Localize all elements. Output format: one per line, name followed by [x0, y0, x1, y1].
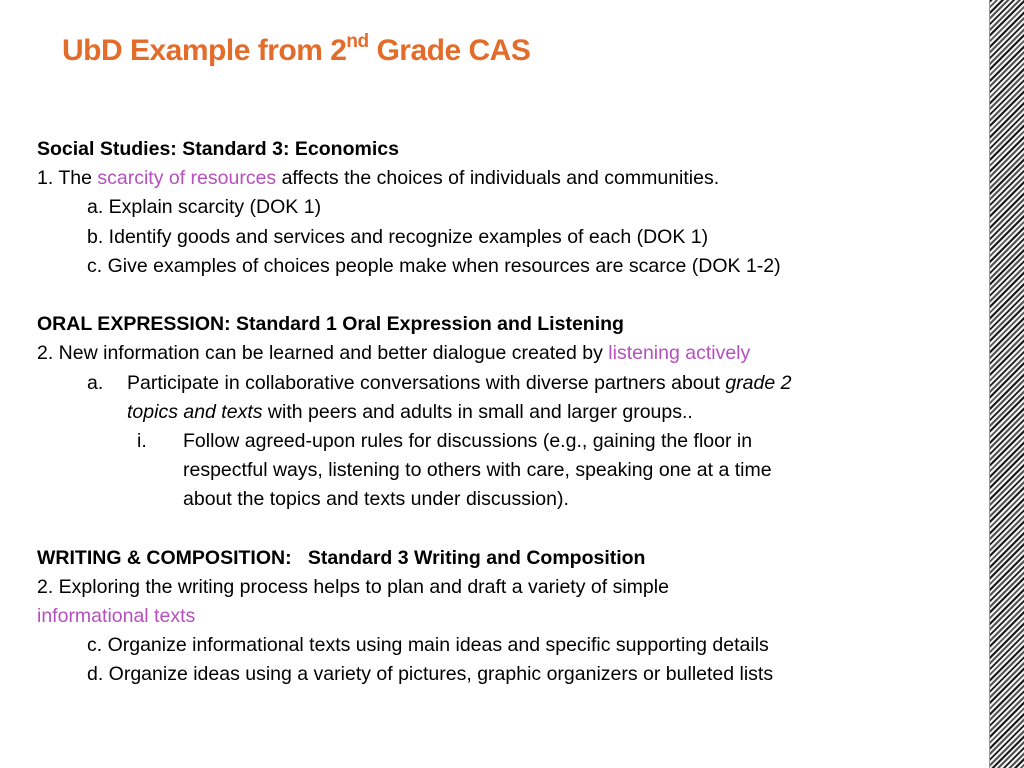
oral-sub-a-line-1: [37, 369, 987, 398]
oral-sub-a-text: Participate in collaborative conversations with diverse partners about: [127, 371, 726, 394]
oral-sub-i-text-1: Follow agreed-upon rules for discussions (e.g., gaining the floor in: [183, 429, 753, 452]
slide-title: [62, 31, 531, 68]
oral-item-2-prefix: 2. New information can be learned and better dialogue created by: [37, 342, 609, 365]
title-prefix: UbD Example from 2: [62, 34, 347, 67]
social-studies-heading: Social Studies: Standard 3: Economics: [37, 138, 399, 160]
oral-sub-i-line-1: [37, 427, 987, 456]
decorative-side-strip: [989, 0, 1024, 768]
oral-heading-caps: ORAL EXPRESSION:: [37, 313, 231, 336]
social-sub-a: a. Explain scarcity (DOK 1): [87, 196, 322, 219]
social-sub-b: b. Identify goods and services and recognize examples of each (DOK 1): [87, 225, 709, 248]
oral-item-2-highlight: listening actively: [608, 342, 751, 365]
oral-item-2: [37, 339, 987, 368]
title-suffix: Grade CAS: [368, 34, 531, 67]
oral-sub-a-italic-2: topics and texts: [127, 400, 263, 423]
social-item-1-prefix: 1. The: [37, 167, 98, 190]
slide-body: [37, 135, 987, 690]
oral-expression-heading: [37, 310, 987, 339]
social-studies-item-1: [37, 164, 987, 193]
oral-heading-rest: Standard 1 Oral Expression and Listening: [230, 313, 624, 336]
oral-sub-a-line-2: [37, 398, 987, 427]
social-item-1-suffix: affects the choices of individuals and communities.: [276, 167, 720, 190]
writing-heading: [37, 544, 987, 573]
writing-item-2-highlight: informational texts: [37, 605, 196, 627]
oral-sub-a-italic-1: grade 2: [725, 371, 792, 394]
social-sub-c: c. Give examples of choices people make when resources are scarce (DOK 1-2): [87, 254, 781, 277]
writing-sub-d: d. Organize ideas using a variety of pictures, graphic organizers or bulleted lists: [87, 663, 774, 686]
oral-sub-a-marker: a.: [87, 371, 104, 394]
title-superscript: nd: [346, 31, 369, 52]
spacer: [37, 514, 987, 543]
writing-heading-caps: WRITING & COMPOSITION:: [37, 546, 292, 569]
writing-item-2: 2. Exploring the writing process helps to plan and draft a variety of simple: [37, 575, 669, 598]
oral-sub-i-line-3: about the topics and texts under discussion).: [183, 488, 569, 511]
oral-sub-a-rest: with peers and adults in small and larger groups..: [262, 400, 693, 423]
social-item-1-highlight: scarcity of resources: [97, 167, 277, 190]
spacer: [37, 281, 987, 310]
writing-sub-c: c. Organize informational texts using main ideas and specific supporting details: [87, 634, 769, 657]
writing-heading-rest: Standard 3 Writing and Composition: [291, 546, 646, 569]
oral-sub-i-marker: i.: [137, 429, 147, 452]
oral-sub-i-line-2: respectful ways, listening to others with care, speaking one at a time: [183, 459, 772, 482]
